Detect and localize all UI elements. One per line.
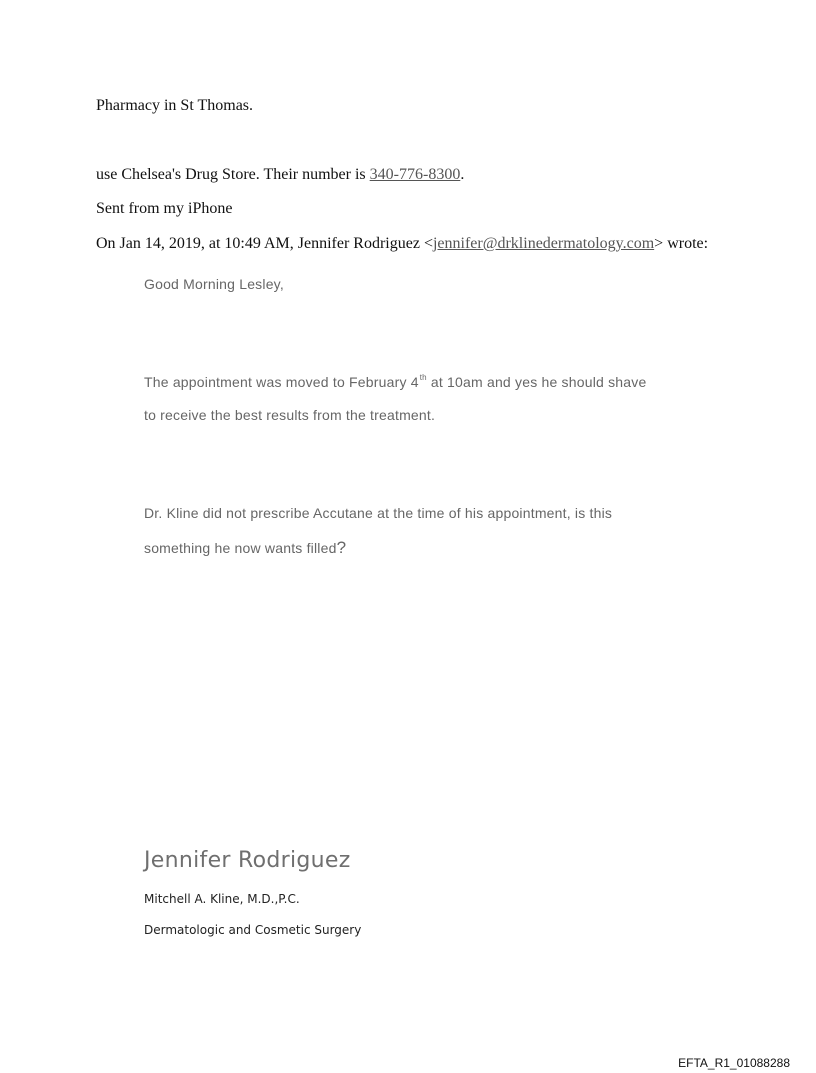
sent-from-line: Sent from my iPhone: [96, 200, 233, 217]
ordinal-suffix: th: [419, 373, 427, 382]
document-id: EFTA_R1_01088288: [678, 1056, 790, 1070]
p2-line-2-text: something he now wants filled: [144, 540, 337, 556]
p1-text-b: at 10am and yes he should shave: [426, 374, 647, 390]
paragraph-2-line-1: Dr. Kline did not prescribe Accutane at the time of his appointment, is this: [144, 505, 613, 521]
chelsea-line: [96, 166, 464, 184]
pharmacy-line: Pharmacy in St Thomas.: [96, 97, 254, 114]
phone-link[interactable]: 340-776-8300: [369, 166, 461, 183]
reply-header-suffix: > wrote:: [654, 235, 709, 252]
signature-company: Mitchell A. Kline, M.D.,P.C.: [144, 892, 300, 906]
greeting: Good Morning Lesley,: [144, 276, 284, 292]
signature-department: Dermatologic and Cosmetic Surgery: [144, 923, 362, 937]
email-link[interactable]: jennifer@drklinedermatology.com: [432, 235, 655, 252]
reply-header: [96, 235, 708, 253]
paragraph-1-line-1: [144, 374, 646, 390]
reply-header-text: On Jan 14, 2019, at 10:49 AM, Jennifer Rodriguez <: [96, 235, 433, 252]
question-mark: ?: [336, 538, 347, 557]
chelsea-line-suffix: .: [460, 166, 465, 183]
chelsea-line-text: use Chelsea's Drug Store. Their number is: [96, 166, 370, 183]
paragraph-1-line-2: to receive the best results from the treatment.: [144, 407, 436, 423]
p1-text-a: The appointment was moved to February 4: [144, 374, 419, 390]
signature-name: Jennifer Rodriguez: [144, 848, 351, 873]
paragraph-2-line-2: [144, 538, 346, 558]
